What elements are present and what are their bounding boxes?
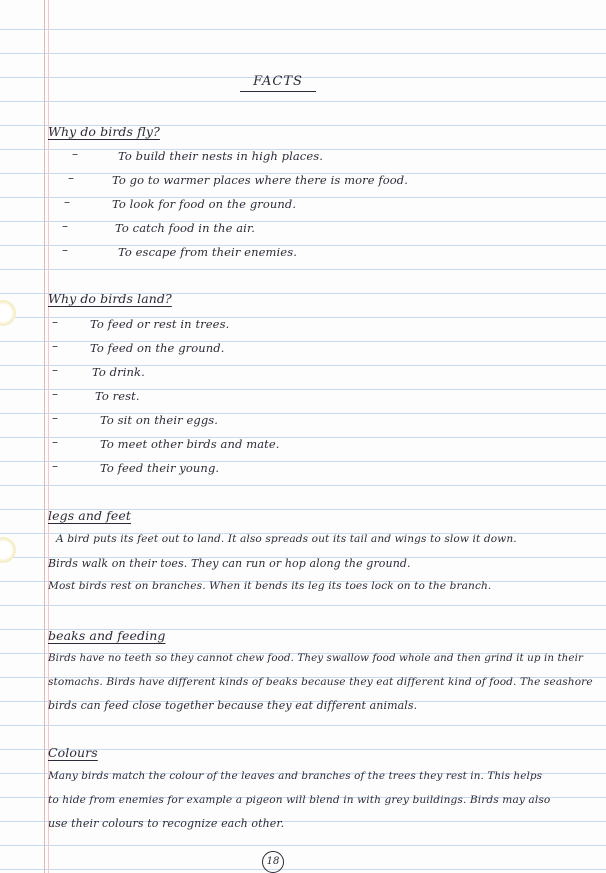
binder-hole <box>0 300 16 326</box>
list-item: To sit on their eggs. <box>100 413 219 427</box>
paragraph-line: Birds walk on their toes. They can run or hop along the ground. <box>48 557 411 570</box>
list-item: To catch food in the air. <box>115 221 256 235</box>
list-dash: – <box>52 411 58 425</box>
list-item: To feed on the ground. <box>90 341 225 355</box>
list-item: To feed or rest in trees. <box>90 317 230 331</box>
list-item: To look for food on the ground. <box>112 197 297 211</box>
list-dash: – <box>64 195 70 209</box>
list-dash: – <box>72 147 78 161</box>
page-number: 18 <box>262 851 284 873</box>
list-item: To rest. <box>95 389 140 403</box>
list-item: To build their nests in high places. <box>118 149 324 163</box>
section-heading: legs and feet <box>48 508 132 523</box>
list-dash: – <box>52 459 58 473</box>
paragraph-line: use their colours to recognize each other. <box>48 817 285 830</box>
list-dash: – <box>68 171 74 185</box>
paragraph-line: stomachs. Birds have different kinds of beaks because they eat different kind of food. The seashore <box>48 676 593 688</box>
section-heading: Colours <box>48 745 98 760</box>
page-title: FACTS <box>240 74 316 92</box>
list-item: To feed their young. <box>100 461 220 475</box>
paragraph-line: Many birds match the colour of the leaves and branches of the trees they rest in. This helps <box>48 770 543 782</box>
binder-hole <box>0 537 16 563</box>
paragraph-line: birds can feed close together because they eat different animals. <box>48 699 418 712</box>
list-item: To escape from their enemies. <box>118 245 297 259</box>
list-dash: – <box>52 363 58 377</box>
section-heading: Why do birds fly? <box>48 124 160 139</box>
list-dash: – <box>52 339 58 353</box>
paragraph-line: A bird puts its feet out to land. It also spreads out its tail and wings to slow it down. <box>56 533 517 545</box>
margin-line <box>44 0 45 873</box>
paragraph-line: Most birds rest on branches. When it bends its leg its toes lock on to the branch. <box>48 580 492 592</box>
list-dash: – <box>52 435 58 449</box>
list-item: To meet other birds and mate. <box>100 437 280 451</box>
list-dash: – <box>62 219 68 233</box>
list-dash: – <box>52 315 58 329</box>
list-dash: – <box>62 243 68 257</box>
list-item: To drink. <box>92 365 145 379</box>
paragraph-line: to hide from enemies for example a pigeon will blend in with grey buildings. Birds may also <box>48 794 551 806</box>
list-dash: – <box>52 387 58 401</box>
paragraph-line: Birds have no teeth so they cannot chew food. They swallow food whole and then grind it up in their <box>48 652 584 664</box>
section-heading: beaks and feeding <box>48 628 166 643</box>
list-item: To go to warmer places where there is more food. <box>112 173 409 187</box>
section-heading: Why do birds land? <box>48 291 172 306</box>
